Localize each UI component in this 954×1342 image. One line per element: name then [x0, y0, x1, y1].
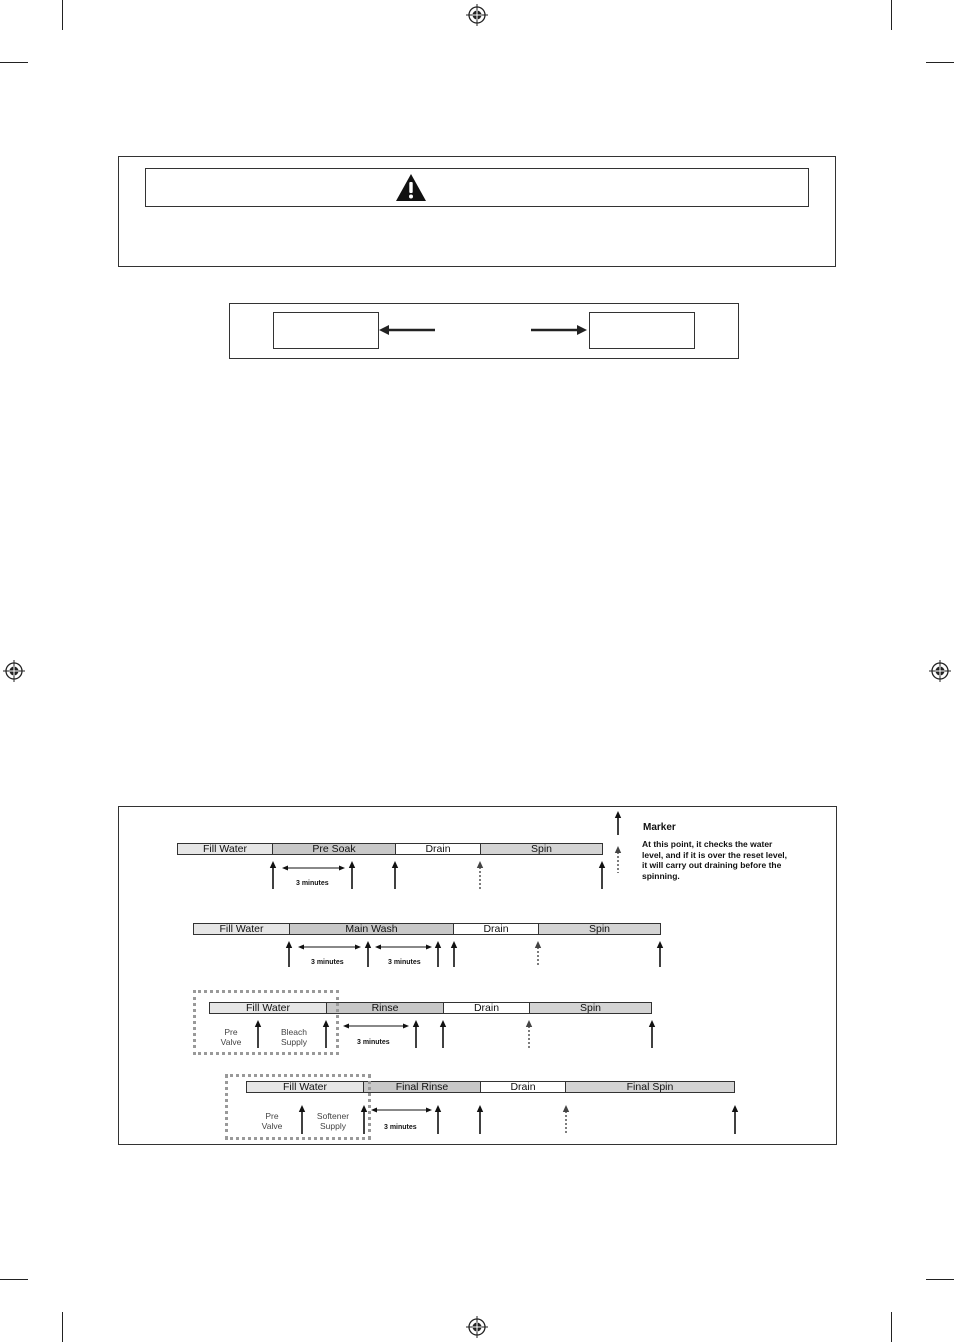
- row3-segment-fill-water: Fill Water: [209, 1002, 327, 1014]
- row3-sublabel-bleach-supply: Bleach Supply: [281, 1027, 307, 1047]
- row4-segment-fill-water: Fill Water: [246, 1081, 364, 1093]
- row4-interval-label: 3 minutes: [384, 1124, 417, 1131]
- row2-segment-fill-water: Fill Water: [193, 923, 290, 935]
- row3-segment-rinse: Rinse: [326, 1002, 444, 1014]
- crop-mark: [891, 0, 892, 30]
- warning-header: [145, 168, 809, 207]
- crop-mark: [926, 62, 954, 63]
- registration-mark-icon: [3, 660, 25, 682]
- row4-segment-final-spin: Final Spin: [565, 1081, 735, 1093]
- marker-title: Marker: [643, 822, 676, 833]
- row4-sublabel-pre-valve: Pre Valve: [261, 1111, 283, 1131]
- row3-valve-group: [193, 990, 339, 1055]
- row4-segment-drain: Drain: [480, 1081, 566, 1093]
- warning-triangle-icon: [395, 173, 427, 202]
- crop-mark: [0, 1279, 28, 1280]
- row4-sublabel-softener-supply: Softener Supply: [316, 1111, 350, 1131]
- row1-segment-drain: Drain: [395, 843, 481, 855]
- marker-description: At this point, it checks the water level, and if it is over the reset level, it will carry out draining before the spinning.: [642, 839, 788, 881]
- row2-segment-spin: Spin: [538, 923, 661, 935]
- left-box: [273, 312, 379, 349]
- row3-segment-spin: Spin: [529, 1002, 652, 1014]
- row3-segment-drain: Drain: [443, 1002, 530, 1014]
- row2-interval-label-1: 3 minutes: [311, 959, 344, 966]
- row1-segment-fill-water: Fill Water: [177, 843, 273, 855]
- row1-segment-spin: Spin: [480, 843, 603, 855]
- crop-mark: [62, 0, 63, 30]
- row4-segment-final-rinse: Final Rinse: [363, 1081, 481, 1093]
- row2-segment-drain: Drain: [453, 923, 539, 935]
- row3-interval-label: 3 minutes: [357, 1039, 390, 1046]
- registration-mark-icon: [929, 660, 951, 682]
- row1-interval-label: 3 minutes: [296, 880, 329, 887]
- crop-mark: [926, 1279, 954, 1280]
- registration-mark-icon: [466, 1316, 488, 1338]
- crop-mark: [891, 1312, 892, 1342]
- crop-mark: [0, 62, 28, 63]
- row2-segment-main-wash: Main Wash: [289, 923, 454, 935]
- row2-interval-label-2: 3 minutes: [388, 959, 421, 966]
- row1-segment-pre-soak: Pre Soak: [272, 843, 396, 855]
- right-box: [589, 312, 695, 349]
- row3-sublabel-pre-valve: Pre Valve: [220, 1027, 242, 1047]
- registration-mark-icon: [466, 4, 488, 26]
- crop-mark: [62, 1312, 63, 1342]
- row4-valve-group: [225, 1074, 371, 1140]
